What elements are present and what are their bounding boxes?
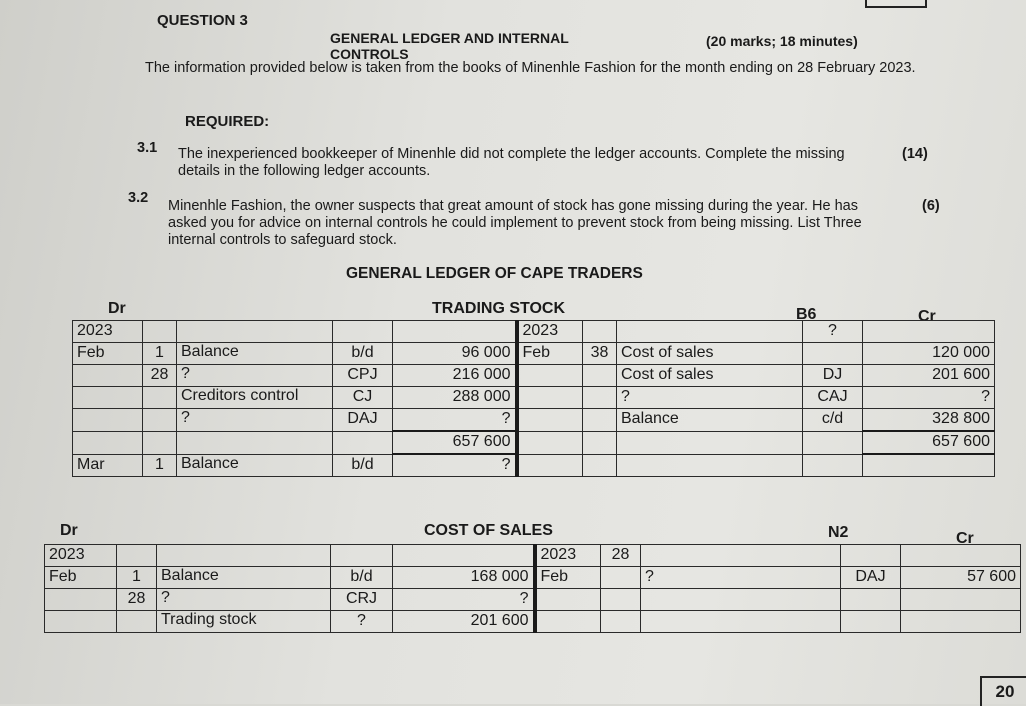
ledger-cell [73, 409, 143, 432]
ledger-cell: Balance [617, 409, 803, 432]
ledger-cell [143, 431, 177, 454]
ledger-cell: 168 000 [393, 567, 535, 589]
ledger-cell [641, 545, 841, 567]
ledger-cell [45, 589, 117, 611]
ledger-cell [617, 321, 803, 343]
ledger-row [73, 387, 995, 409]
ledger-cell: Feb [535, 567, 601, 589]
ledger-cell [73, 387, 143, 409]
ledger-cell: DAJ [333, 409, 393, 432]
ledger-cell: 2023 [45, 545, 117, 567]
ledger-cell: ? [393, 589, 535, 611]
ledger-cell [517, 365, 583, 387]
question-marks: (20 marks; 18 minutes) [706, 33, 858, 49]
cost-of-sales-ledger [44, 544, 1021, 633]
ledger-cell: ? [331, 611, 393, 633]
ledger-cell: ? [617, 387, 803, 409]
ledger-cell: 38 [583, 343, 617, 365]
item-marks: (14) [902, 146, 928, 162]
ledger-cell [901, 611, 1021, 633]
ledger-cell: CRJ [331, 589, 393, 611]
ledger-cell [641, 611, 841, 633]
header-box [865, 0, 927, 8]
ledger-cell [333, 321, 393, 343]
ledger-cell [901, 589, 1021, 611]
ledger-cell [841, 589, 901, 611]
ledger-cell: 28 [117, 589, 157, 611]
ledger-cell: Feb [45, 567, 117, 589]
ledger-row [45, 611, 1021, 633]
ledger-cell: 96 000 [393, 343, 517, 365]
ledger-cell [617, 431, 803, 454]
ledger-cell: Mar [73, 454, 143, 477]
ledger-cell: CPJ [333, 365, 393, 387]
ledger-cell: ? [177, 409, 333, 432]
ledger-cell [601, 611, 641, 633]
ledger-cell: 57 600 [901, 567, 1021, 589]
question-intro: The information provided below is taken from the books of Minenhle Fashion for the month ending on 28 February 2023. [145, 60, 916, 76]
ledger-cell: CJ [333, 387, 393, 409]
ledger-cell [117, 611, 157, 633]
ledger-cell [73, 431, 143, 454]
ledger-cell: 201 600 [393, 611, 535, 633]
ledger-cell [583, 454, 617, 477]
ledger-cell: 216 000 [393, 365, 517, 387]
ledger-cell: b/d [333, 343, 393, 365]
ledger-cell: Creditors control [177, 387, 333, 409]
ledger-cell [331, 545, 393, 567]
ledger-cell: c/d [803, 409, 863, 432]
ledger-cell: Cost of sales [617, 343, 803, 365]
question-label: QUESTION 3 [157, 12, 248, 29]
ledger-cell [583, 431, 617, 454]
ledger-cell: 657 600 [393, 431, 517, 454]
ledger-cell: 28 [143, 365, 177, 387]
item-number: 3.2 [128, 190, 149, 206]
ledger-cell: Cost of sales [617, 365, 803, 387]
ledger-row [73, 431, 995, 454]
ledger-cell: 288 000 [393, 387, 517, 409]
item-text: Minenhle Fashion, the owner suspects that great amount of stock has gone missing during the year. He has asked you for advice on internal controls he could implement to prevent stock from being missing. List Three internal controls to safeguard stock. [168, 198, 862, 248]
question-title: GENERAL LEDGER AND INTERNAL CONTROLS [330, 30, 569, 62]
ledger-cell: DJ [803, 365, 863, 387]
ledger-cell: 2023 [73, 321, 143, 343]
ledger-cell: ? [393, 454, 517, 477]
item-text: The inexperienced bookkeeper of Minenhle did not complete the ledger accounts. Complete the missing details in the following ledger accounts. [178, 146, 845, 179]
ledger-row [73, 454, 995, 477]
ledger-cell: ? [863, 387, 995, 409]
ledger-cell [841, 545, 901, 567]
ledger-row [45, 589, 1021, 611]
ledger-cell: CAJ [803, 387, 863, 409]
ledger-cell: ? [177, 365, 333, 387]
ledger-cell: 328 800 [863, 409, 995, 432]
ledger-row [73, 343, 995, 365]
ledger-cell: Feb [517, 343, 583, 365]
page-number: 20 [980, 676, 1026, 706]
ledger-cell [901, 545, 1021, 567]
ledger-cell [641, 589, 841, 611]
item-marks: (6) [922, 198, 940, 214]
ledger-cell: ? [803, 321, 863, 343]
ledger-cell [177, 321, 333, 343]
ledger-cell [45, 611, 117, 633]
ledger-cell: Balance [177, 343, 333, 365]
ledger-cell [73, 365, 143, 387]
ts-folio: B6 [796, 306, 817, 323]
ledger-cell: Trading stock [157, 611, 331, 633]
ledger-cell [333, 431, 393, 454]
ledger-cell [143, 409, 177, 432]
ledger-cell [601, 589, 641, 611]
cos-dr-label: Dr [60, 522, 78, 539]
ledger-row [73, 321, 995, 343]
ledger-cell: 2023 [517, 321, 583, 343]
ledger-cell: Feb [73, 343, 143, 365]
ledger-cell: 657 600 [863, 431, 995, 454]
ledger-cell [393, 321, 517, 343]
ledger-cell [803, 343, 863, 365]
ledger-cell: 1 [143, 454, 177, 477]
ledger-cell [177, 431, 333, 454]
trading-stock-ledger [72, 320, 995, 477]
required-heading: REQUIRED: [185, 113, 270, 130]
ledger-cell: 28 [601, 545, 641, 567]
ledger-row [45, 567, 1021, 589]
ledger-cell [863, 454, 995, 477]
ledger-cell: Balance [177, 454, 333, 477]
ledger-cell [803, 454, 863, 477]
ts-cr-label: Cr [918, 308, 936, 325]
ledger-cell [393, 545, 535, 567]
ledger-cell: 1 [117, 567, 157, 589]
ledger-cell [143, 321, 177, 343]
ledger-cell [863, 321, 995, 343]
ledger-cell [583, 321, 617, 343]
ledger-cell [535, 589, 601, 611]
ledger-cell [517, 387, 583, 409]
ledger-cell [583, 365, 617, 387]
item-number: 3.1 [137, 140, 158, 156]
ledger-cell [583, 387, 617, 409]
ledger-title: GENERAL LEDGER OF CAPE TRADERS [346, 265, 643, 282]
ledger-row [73, 365, 995, 387]
ledger-cell [517, 454, 583, 477]
ledger-cell [517, 409, 583, 432]
ts-account-name: TRADING STOCK [432, 300, 566, 317]
cos-account-name: COST OF SALES [424, 522, 553, 539]
ledger-cell: ? [641, 567, 841, 589]
ledger-cell [583, 409, 617, 432]
ledger-cell [143, 387, 177, 409]
ledger-cell: 1 [143, 343, 177, 365]
ledger-cell: 201 600 [863, 365, 995, 387]
ledger-row [73, 409, 995, 432]
ledger-cell [841, 611, 901, 633]
ledger-cell [601, 567, 641, 589]
ledger-cell [117, 545, 157, 567]
ledger-cell [535, 611, 601, 633]
ledger-cell [803, 431, 863, 454]
ledger-cell [617, 454, 803, 477]
cos-cr-label: Cr [956, 530, 974, 547]
ts-dr-label: Dr [108, 300, 126, 317]
ledger-cell [157, 545, 331, 567]
ledger-row [45, 545, 1021, 567]
ledger-cell: 120 000 [863, 343, 995, 365]
ledger-cell: ? [157, 589, 331, 611]
cos-folio: N2 [828, 524, 849, 541]
ledger-cell [517, 431, 583, 454]
ledger-cell: ? [393, 409, 517, 432]
ledger-cell: 2023 [535, 545, 601, 567]
ledger-cell: b/d [331, 567, 393, 589]
ledger-cell: Balance [157, 567, 331, 589]
ledger-cell: DAJ [841, 567, 901, 589]
ledger-cell: b/d [333, 454, 393, 477]
